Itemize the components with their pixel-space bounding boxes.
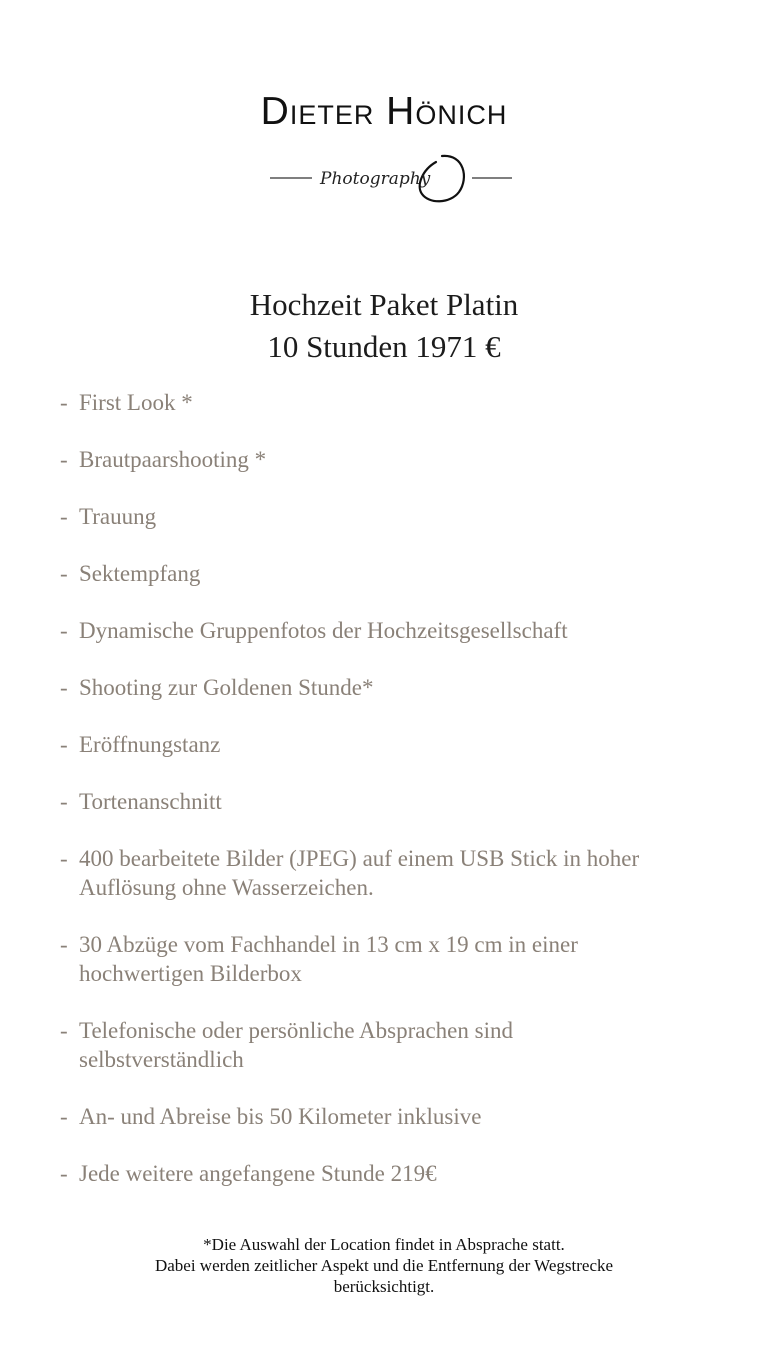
list-item-text: Tortenanschnitt [79,789,222,814]
list-dash: - [60,390,68,415]
list-item [60,445,760,474]
list-item [60,1102,760,1131]
list-dash: - [60,447,68,472]
logo-subtitle-mark [264,148,516,208]
list-dash: - [60,675,68,700]
list-item-text: Eröffnungstanz [79,732,221,757]
list-item-text: 400 bearbeitete Bilder (JPEG) auf einem USB Stick in hoher [79,846,640,871]
footnote-line: berücksichtigt. [333,1277,435,1296]
list-item-text-cont: selbstverständlich [79,1047,244,1072]
logo-subtitle: Photography [320,169,431,189]
package-title [0,284,768,368]
list-item-text: Jede weitere angefangene Stunde 219€ [79,1161,437,1186]
list-item [60,787,760,816]
logo [0,88,768,189]
package-features-list [60,388,760,1216]
list-item-text: Trauung [79,504,157,529]
logo-signature [264,148,516,208]
list-item-text-cont: hochwertigen Bilderbox [79,961,302,986]
list-item [60,930,760,988]
footnote-line: Dabei werden zeitlicher Aspekt und die Entfernung der Wegstrecke [154,1256,614,1275]
list-dash: - [60,504,68,529]
list-item-text: First Look * [79,390,193,415]
list-item-text: 30 Abzüge vom Fachhandel in 13 cm x 19 cm in einer [79,932,578,957]
list-item [60,1016,760,1074]
list-item [60,559,760,588]
list-dash: - [60,561,68,586]
list-dash: - [60,789,68,814]
list-item [60,673,760,702]
list-item [60,388,760,417]
list-item [60,844,760,902]
list-item-text: Telefonische oder persönliche Absprachen sind [79,1018,513,1043]
list-item-text: Shooting zur Goldenen Stunde* [79,675,374,700]
logo-name: Dieter Hönich [260,90,508,133]
list-item [60,1159,760,1188]
footnote-line: *Die Auswahl der Location findet in Absprache statt. [203,1235,565,1254]
package-title-price: 10 Stunden 1971 € [267,329,501,364]
list-item-text: Sektempfang [79,561,201,586]
list-item [60,502,760,531]
list-dash: - [60,618,68,643]
list-dash: - [60,1104,68,1129]
list-item-text: An- und Abreise bis 50 Kilometer inklusive [79,1104,482,1129]
list-item-text: Brautpaarshooting * [79,447,267,472]
list-item [60,730,760,759]
list-dash: - [60,732,68,757]
list-dash: - [60,932,68,957]
list-item [60,616,760,645]
list-item-text-cont: Auflösung ohne Wasserzeichen. [79,875,374,900]
package-title-name: Hochzeit Paket Platin [249,287,519,322]
footnote [0,1234,768,1297]
list-dash: - [60,846,68,871]
list-item-text: Dynamische Gruppenfotos der Hochzeitsgesellschaft [79,618,568,643]
list-dash: - [60,1161,68,1186]
list-dash: - [60,1018,68,1043]
